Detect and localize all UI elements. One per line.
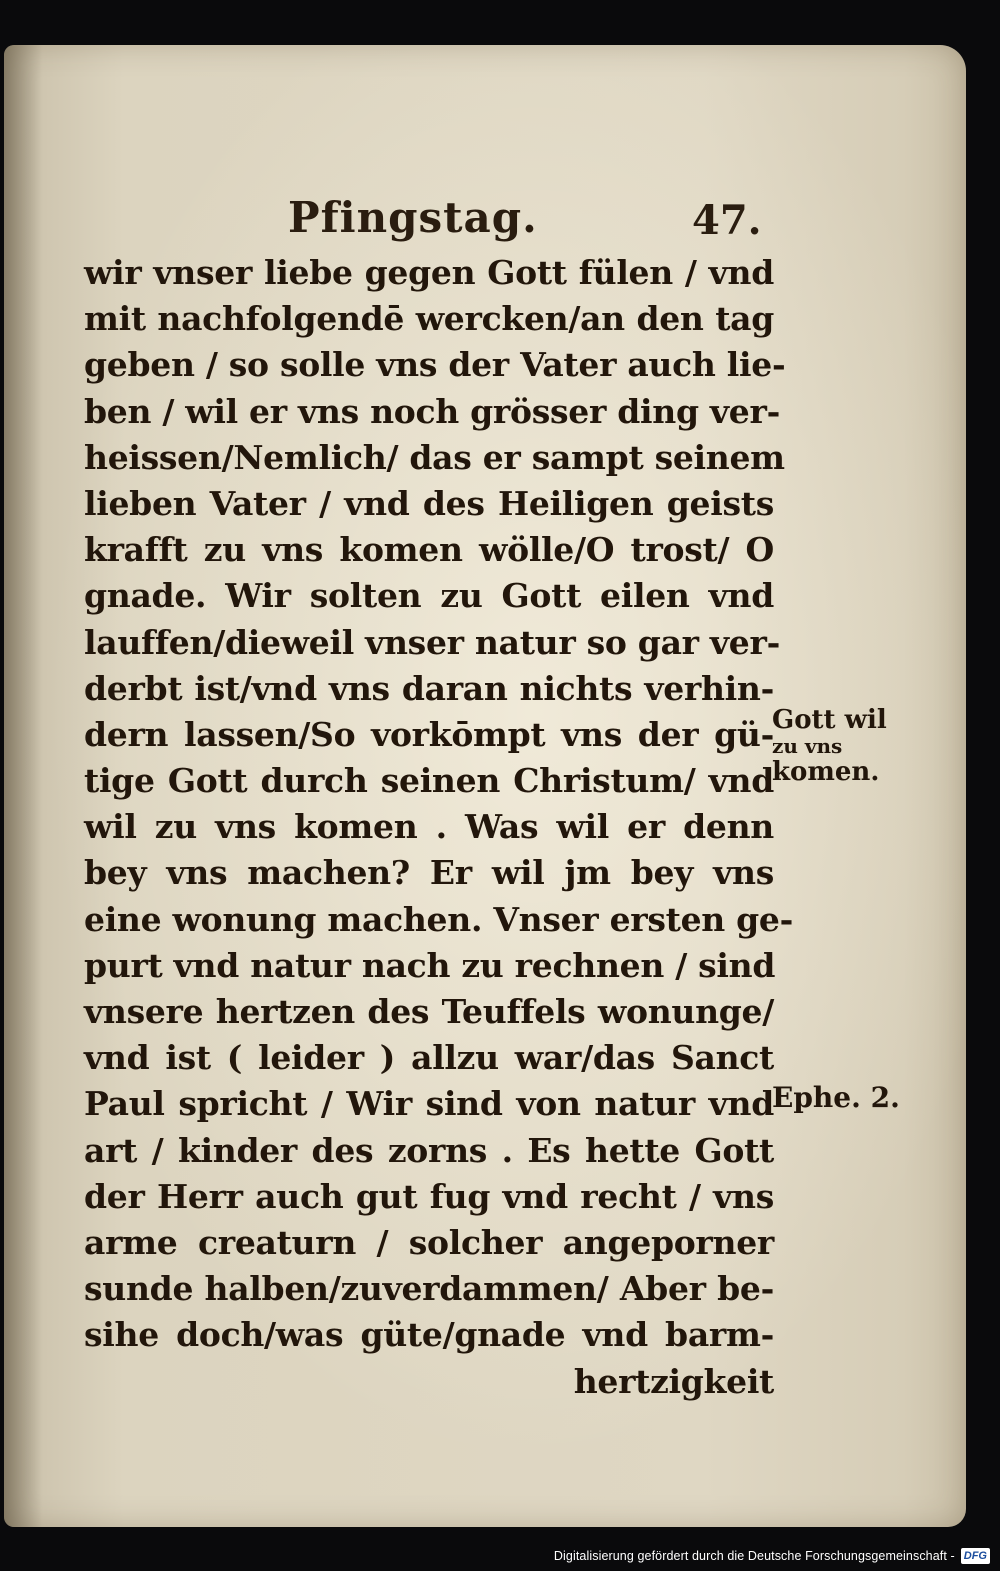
digitization-footer bbox=[554, 1545, 990, 1567]
text-line: der Herr auch gut fug vnd recht / vns bbox=[84, 1176, 774, 1216]
text-line: gnade. Wir solten zu Gott eilen vnd bbox=[84, 576, 774, 616]
text-line: wil zu vns komen . Was wil er denn bbox=[84, 807, 774, 847]
funding-credit: Digitalisierung gefördert durch die Deutsche Forschungsgemeinschaft - bbox=[553, 1549, 955, 1563]
text-line: krafft zu vns komen wölle/O trost/ O bbox=[84, 530, 774, 570]
page-header bbox=[4, 193, 774, 253]
text-line: ben / wil er vns noch grösser ding ver- bbox=[84, 391, 780, 431]
margin-note-ephe: Ephe. 2. bbox=[772, 1081, 900, 1114]
margin-note-line: komen. bbox=[772, 757, 880, 787]
dfg-logo: DFG bbox=[961, 1548, 990, 1564]
text-line: mit nachfolgendē wercken/an den tag bbox=[84, 299, 774, 339]
text-line: geben / so solle vns der Vater auch lie- bbox=[84, 345, 786, 385]
text-line: heissen/Nemlich/ das er sampt seinem bbox=[84, 437, 785, 477]
margin-note-line: zu vns bbox=[772, 734, 843, 758]
text-line: lieben Vater / vnd des Heiligen geists bbox=[84, 483, 774, 523]
margin-note-line: Gott wil bbox=[772, 705, 887, 735]
margin-note-gott-wil bbox=[772, 705, 887, 787]
text-line: purt vnd natur nach zu rechnen / sind bbox=[84, 945, 776, 985]
text-line: tige Gott durch seinen Christum/ vnd bbox=[84, 761, 774, 801]
catchword: hertzigkeit bbox=[573, 1361, 774, 1401]
text-line: bey vns machen? Er wil jm bey vns bbox=[84, 853, 774, 893]
text-line: eine wonung machen. Vnser ersten ge- bbox=[84, 899, 794, 939]
text-line: derbt ist/vnd vns daran nichts verhin- bbox=[84, 668, 774, 708]
text-line: sunde halben/zuverdammen/ Aber be- bbox=[84, 1269, 774, 1309]
body-text bbox=[84, 250, 794, 1405]
text-line: vnsere hertzen des Teuffels wonunge/ bbox=[84, 992, 774, 1031]
text-line: Paul spricht / Wir sind von natur vnd bbox=[84, 1084, 774, 1124]
page-number: 47. bbox=[692, 197, 762, 244]
text-line: dern lassen/So vorkōmpt vns der gü- bbox=[84, 714, 774, 754]
text-line: lauffen/dieweil vnser natur so gar ver- bbox=[84, 622, 780, 662]
text-line: sihe doch/was güte/gnade vnd barm- bbox=[84, 1315, 774, 1355]
running-title: Pfingstag. bbox=[288, 193, 538, 242]
text-line: wir vnser liebe gegen Gott fülen / vnd bbox=[84, 253, 774, 292]
text-line: vnd ist ( leider ) allzu war/das Sanct bbox=[84, 1038, 774, 1078]
text-line: arme creaturn / solcher angeporner bbox=[84, 1222, 774, 1262]
book-page bbox=[4, 45, 966, 1527]
text-line: art / kinder des zorns . Es hette Gott bbox=[84, 1130, 774, 1170]
